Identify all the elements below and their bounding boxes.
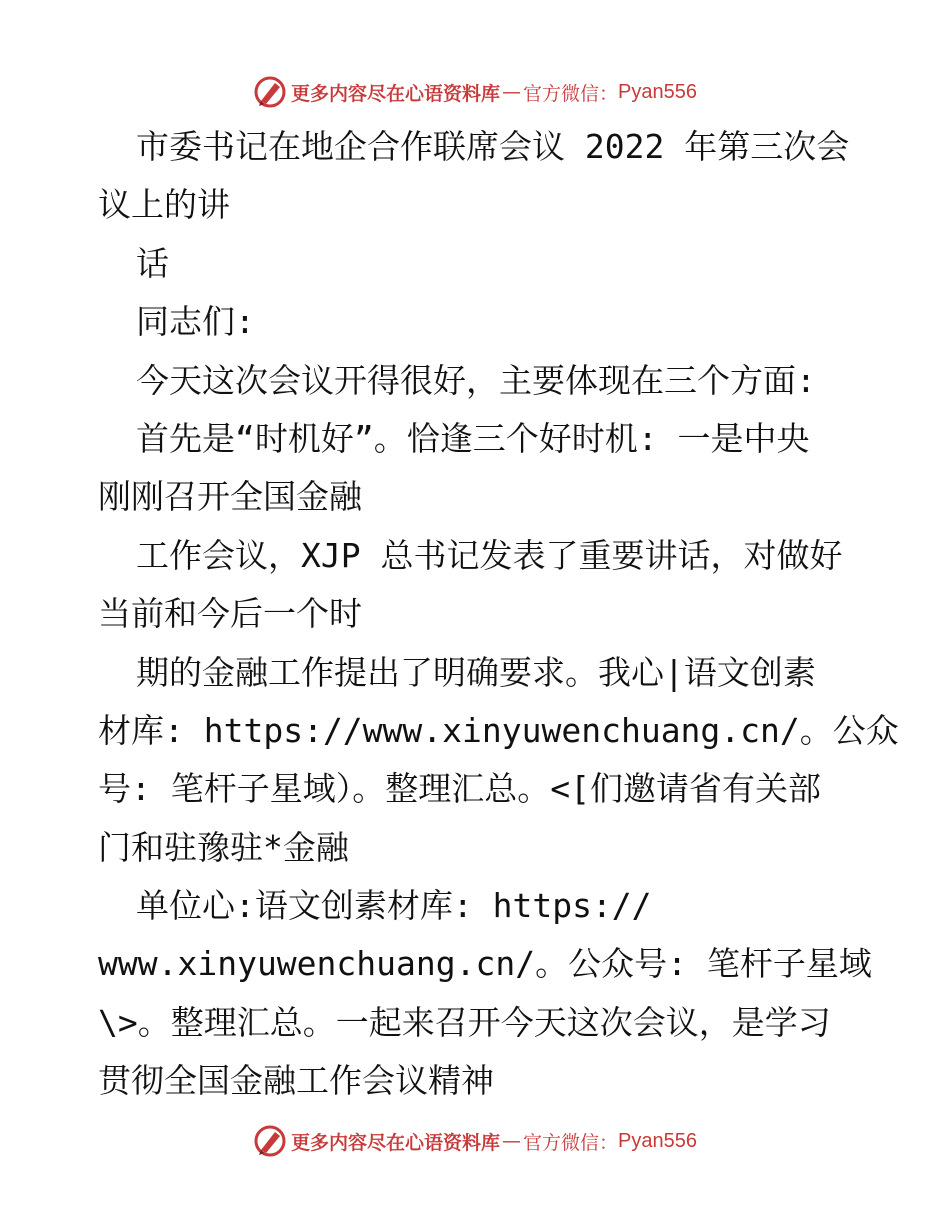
paragraph-line: 首先是“时机好”。恰逢三个好时机: 一是中央: [136, 418, 810, 458]
header-banner-text: 更多内容尽在心语资料库: [291, 82, 501, 105]
footer-account: Pyan556: [618, 1129, 697, 1152]
header-account: Pyan556: [618, 80, 697, 103]
footer-banner-text: 更多内容尽在心语资料库: [291, 1131, 501, 1154]
paragraph-line: 期的金融工作提出了明确要求。我心|语文创素: [136, 652, 816, 692]
paragraph-line: 门和驻豫驻*金融: [98, 827, 349, 867]
paragraph-line: 工作会议，XJP 总书记发表了重要讲话，对做好: [136, 535, 843, 575]
paragraph-line: 刚刚召开全国金融: [98, 477, 362, 517]
greeting-line: 同志们:: [136, 302, 255, 342]
document-body: [98, 118, 899, 1111]
paragraph-line: 单位心:语文创素材库: https://: [136, 886, 652, 926]
footer-official-label: 官方微信：: [523, 1131, 619, 1154]
header-banner-separator: —: [502, 81, 522, 103]
title-line-2: 议上的讲: [98, 185, 230, 225]
pen-logo-icon: [253, 1124, 287, 1158]
header-watermark-banner: [0, 72, 950, 112]
title-line-3: 话: [136, 243, 169, 283]
header-official-label: 官方微信：: [523, 82, 619, 105]
paragraph-line: 今天这次会议开得很好，主要体现在三个方面:: [136, 360, 816, 400]
paragraph-line: 材库: https://www.xinyuwenchuang.cn/。公众: [98, 710, 899, 750]
title-line-1: 市委书记在地企合作联席会议 2022 年第三次会: [136, 127, 850, 166]
paragraph-line: www.xinyuwenchuang.cn/。公众号: 笔杆子星域: [98, 944, 872, 984]
paragraph-line: \>。整理汇总。一起来召开今天这次会议，是学习: [98, 1002, 831, 1042]
footer-watermark-banner: [0, 1121, 950, 1161]
paragraph-line: 号: 笔杆子星域）。整理汇总。<[们邀请省有关部: [98, 769, 821, 809]
paragraph-line: 当前和今后一个时: [98, 594, 362, 634]
pen-logo-icon: [253, 75, 287, 109]
paragraph-line: 贯彻全国金融工作会议精神: [98, 1061, 494, 1101]
footer-banner-separator: —: [502, 1130, 522, 1152]
